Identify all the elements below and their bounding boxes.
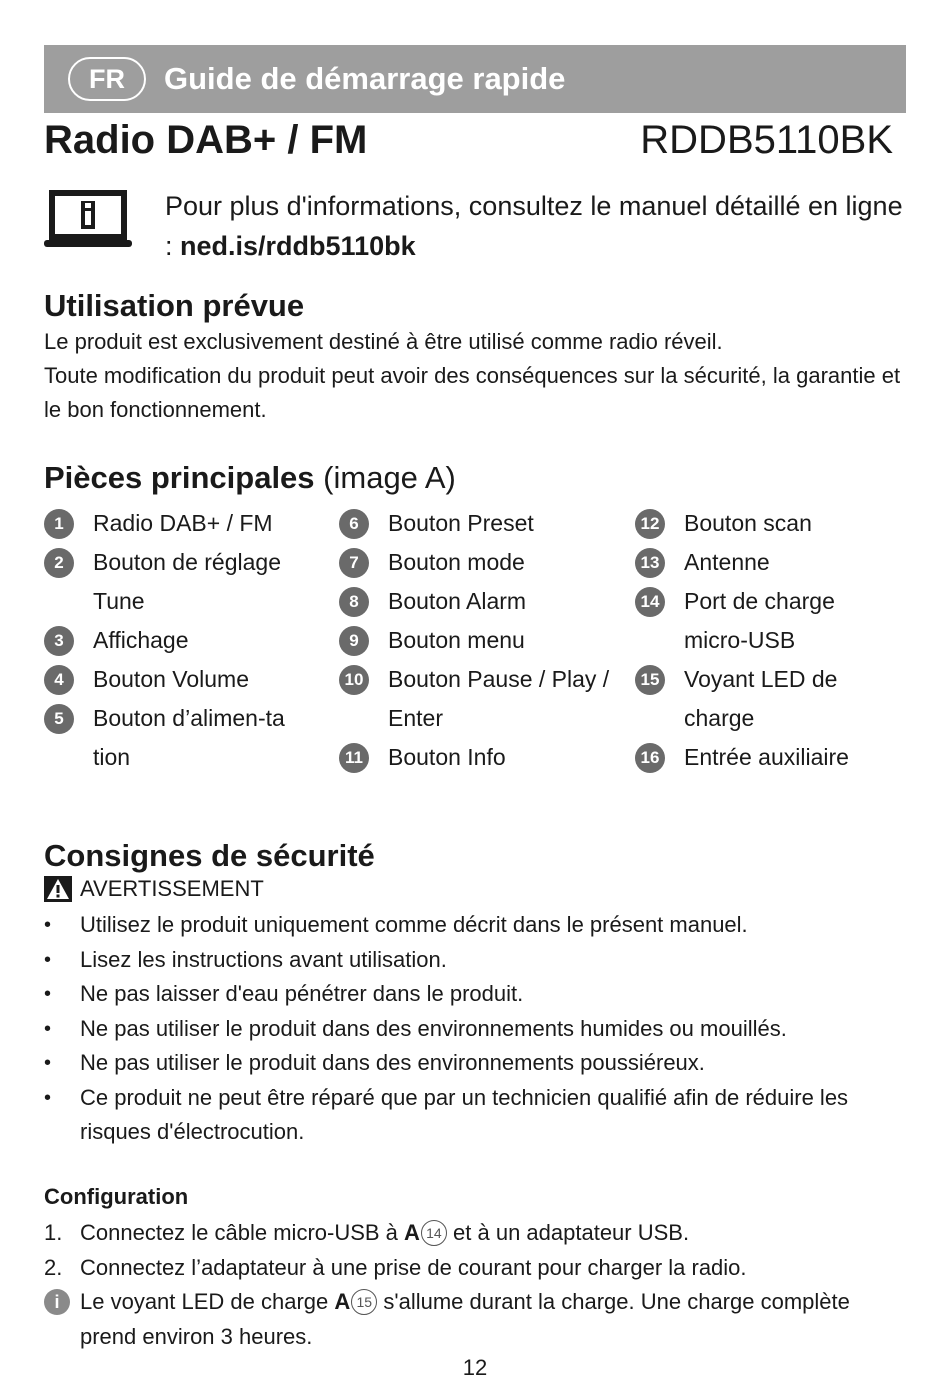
part-item: 4 Bouton Volume xyxy=(44,663,314,702)
reference-circle: 15 xyxy=(351,1289,377,1315)
part-item: 7 Bouton mode xyxy=(339,546,629,585)
part-item: 1 Radio DAB+ / FM xyxy=(44,507,314,546)
parts-column-3 xyxy=(635,507,905,780)
safety-list xyxy=(44,908,904,1150)
model-number: RDDB5110BK xyxy=(640,118,893,162)
part-number-badge: 15 xyxy=(635,665,665,695)
part-number-badge: 12 xyxy=(635,509,665,539)
part-number-badge: 3 xyxy=(44,626,74,656)
part-number-badge: 11 xyxy=(339,743,369,773)
laptop-info-icon xyxy=(44,190,132,250)
part-item: 6 Bouton Preset xyxy=(339,507,629,546)
safety-item: • Ne pas utiliser le produit dans des environnements poussiéreux. xyxy=(44,1050,705,1075)
part-item: 12 Bouton scan xyxy=(635,507,905,546)
info-text: Pour plus d'informations, consultez le manuel détaillé en ligne : ned.is/rddb5110bk xyxy=(165,191,903,261)
part-number-badge: 2 xyxy=(44,548,74,578)
part-number-badge: 14 xyxy=(635,587,665,617)
part-number-badge: 7 xyxy=(339,548,369,578)
warning-label: AVERTISSEMENT xyxy=(80,876,264,901)
part-item: 13 Antenne xyxy=(635,546,905,585)
info-icon: i xyxy=(44,1289,70,1315)
safety-item: • Ne pas laisser d'eau pénétrer dans le produit. xyxy=(44,981,524,1006)
header-band xyxy=(44,45,906,113)
page-number: 12 xyxy=(462,1355,488,1380)
intended-use-line2: Toute modification du produit peut avoir des conséquences sur la sécurité, la garantie et le bon fonctionnement. xyxy=(44,363,901,422)
part-item: 5 Bouton d’alimen-tation xyxy=(44,702,314,780)
part-number-badge: 6 xyxy=(339,509,369,539)
intended-use-heading: Utilisation prévue xyxy=(44,288,305,323)
part-item: 14 Port de charge micro-USB xyxy=(635,585,905,663)
parts-column-1 xyxy=(44,507,314,780)
part-item: 16 Entrée auxiliaire xyxy=(635,741,905,780)
part-number-badge: 8 xyxy=(339,587,369,617)
part-item: 11 Bouton Info xyxy=(339,741,629,780)
product-name: Radio DAB+ / FM xyxy=(44,118,368,162)
language-badge: FR xyxy=(68,57,146,101)
warning-triangle-icon xyxy=(44,876,72,902)
part-item: 2 Bouton de réglage Tune xyxy=(44,546,314,624)
part-number-badge: 13 xyxy=(635,548,665,578)
part-number-badge: 9 xyxy=(339,626,369,656)
part-item: 15 Voyant LED de charge xyxy=(635,663,905,741)
config-step: 1. Connectez le câble micro-USB à A 14 et à un adaptateur USB. xyxy=(44,1220,690,1245)
configuration-steps xyxy=(44,1216,904,1354)
part-item: 8 Bouton Alarm xyxy=(339,585,629,624)
configuration-heading: Configuration xyxy=(44,1184,189,1209)
parts-heading: Pièces principales (image A) xyxy=(44,460,456,495)
part-number-badge: 16 xyxy=(635,743,665,773)
part-number-badge: 1 xyxy=(44,509,74,539)
config-note: i Le voyant LED de charge A 15 s'allume durant la charge. Une charge complète prend environ 3 heures. xyxy=(44,1285,904,1354)
parts-column-2 xyxy=(339,507,629,780)
safety-heading: Consignes de sécurité xyxy=(44,838,375,873)
part-number-badge: 4 xyxy=(44,665,74,695)
safety-item: • Ne pas utiliser le produit dans des environnements humides ou mouillés. xyxy=(44,1015,787,1041)
manual-link[interactable]: ned.is/rddb5110bk xyxy=(180,231,416,261)
safety-item: • Utilisez le produit uniquement comme décrit dans le présent manuel. xyxy=(44,912,748,937)
safety-item: • Ce produit ne peut être réparé que par un technicien qualifié afin de réduire les risques d'électrocution. xyxy=(44,1084,849,1144)
part-number-badge: 5 xyxy=(44,704,74,734)
warning-line xyxy=(44,876,264,902)
intended-use-line1: Le produit est exclusivement destiné à être utilisé comme radio réveil. xyxy=(44,329,723,354)
reference-circle: 14 xyxy=(421,1220,447,1246)
guide-title: Guide de démarrage rapide xyxy=(164,61,566,96)
part-item: 10 Bouton Pause / Play / Enter xyxy=(339,663,629,741)
config-step: 2. Connectez l’adaptateur à une prise de courant pour charger la radio. xyxy=(44,1254,747,1280)
part-number-badge: 10 xyxy=(339,665,369,695)
part-item: 3 Affichage xyxy=(44,624,314,663)
safety-item: • Lisez les instructions avant utilisation. xyxy=(44,946,447,972)
part-item: 9 Bouton menu xyxy=(339,624,629,663)
